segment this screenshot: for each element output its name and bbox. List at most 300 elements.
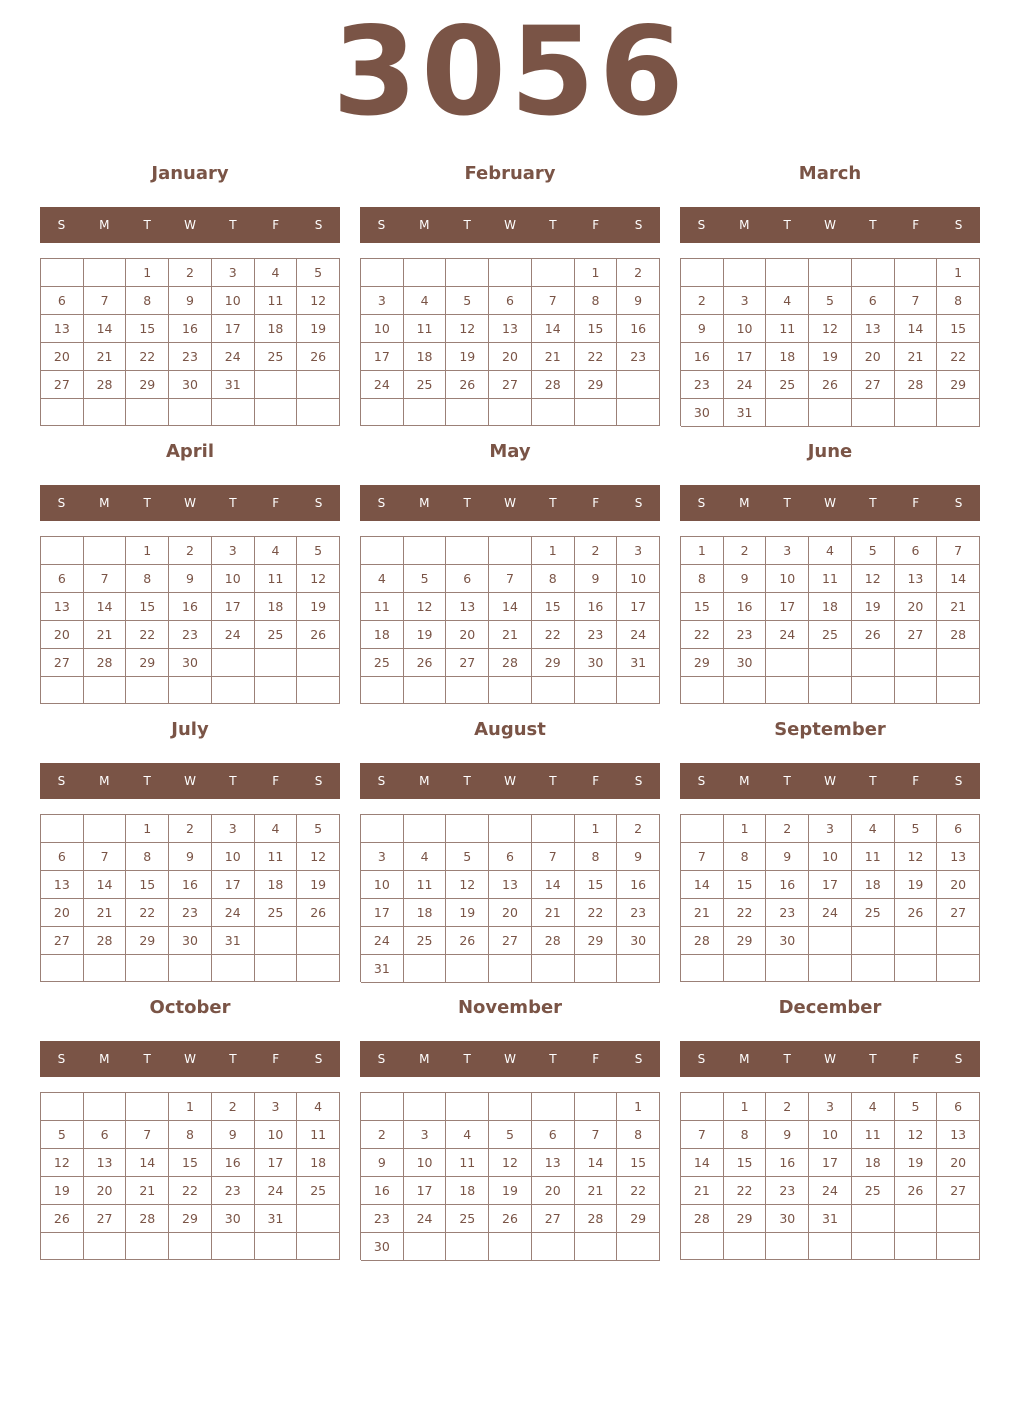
day-cell[interactable]: 27 [489,371,532,399]
day-cell[interactable]: 16 [361,1177,404,1205]
day-cell[interactable]: 29 [724,927,767,955]
day-cell[interactable]: 21 [895,343,938,371]
day-cell[interactable]: 28 [937,621,980,649]
day-cell[interactable]: 12 [297,843,340,871]
day-cell[interactable]: 3 [617,537,660,565]
day-cell[interactable]: 17 [212,315,255,343]
day-cell[interactable]: 25 [852,1177,895,1205]
day-cell[interactable]: 17 [361,343,404,371]
day-cell[interactable]: 20 [489,899,532,927]
day-cell[interactable]: 21 [126,1177,169,1205]
day-cell[interactable]: 29 [575,927,618,955]
day-cell[interactable]: 19 [852,593,895,621]
day-cell[interactable]: 6 [937,1093,980,1121]
day-cell[interactable]: 2 [766,815,809,843]
day-cell[interactable]: 4 [404,287,447,315]
day-cell[interactable]: 9 [169,843,212,871]
day-cell[interactable]: 15 [575,315,618,343]
day-cell[interactable]: 31 [212,371,255,399]
day-cell[interactable]: 3 [809,1093,852,1121]
day-cell[interactable]: 30 [169,927,212,955]
day-cell[interactable]: 24 [212,899,255,927]
day-cell[interactable]: 23 [169,899,212,927]
day-cell[interactable]: 7 [126,1121,169,1149]
day-cell[interactable]: 22 [617,1177,660,1205]
day-cell[interactable]: 2 [169,815,212,843]
day-cell[interactable]: 16 [575,593,618,621]
day-cell[interactable]: 20 [84,1177,127,1205]
day-cell[interactable]: 9 [681,315,724,343]
day-cell[interactable]: 7 [84,565,127,593]
day-cell[interactable]: 28 [489,649,532,677]
day-cell[interactable]: 12 [895,1121,938,1149]
day-cell[interactable]: 30 [212,1205,255,1233]
day-cell[interactable]: 29 [575,371,618,399]
day-cell[interactable]: 29 [681,649,724,677]
day-cell[interactable]: 4 [852,1093,895,1121]
day-cell[interactable]: 18 [255,315,298,343]
day-cell[interactable]: 5 [297,815,340,843]
day-cell[interactable]: 27 [41,649,84,677]
day-cell[interactable]: 19 [297,871,340,899]
day-cell[interactable]: 17 [724,343,767,371]
day-cell[interactable]: 6 [489,843,532,871]
day-cell[interactable]: 12 [809,315,852,343]
day-cell[interactable]: 24 [404,1205,447,1233]
day-cell[interactable]: 20 [532,1177,575,1205]
day-cell[interactable]: 15 [681,593,724,621]
day-cell[interactable]: 21 [532,343,575,371]
day-cell[interactable]: 12 [404,593,447,621]
day-cell[interactable]: 18 [446,1177,489,1205]
day-cell[interactable]: 20 [489,343,532,371]
day-cell[interactable]: 3 [212,815,255,843]
day-cell[interactable]: 16 [169,315,212,343]
day-cell[interactable]: 30 [617,927,660,955]
day-cell[interactable]: 10 [255,1121,298,1149]
day-cell[interactable]: 13 [937,1121,980,1149]
day-cell[interactable]: 3 [361,287,404,315]
day-cell[interactable]: 24 [724,371,767,399]
day-cell[interactable]: 26 [297,343,340,371]
day-cell[interactable]: 29 [126,649,169,677]
day-cell[interactable]: 9 [361,1149,404,1177]
day-cell[interactable]: 5 [809,287,852,315]
day-cell[interactable]: 3 [212,259,255,287]
day-cell[interactable]: 31 [724,399,767,427]
day-cell[interactable]: 15 [126,593,169,621]
day-cell[interactable]: 27 [937,1177,980,1205]
day-cell[interactable]: 10 [809,1121,852,1149]
day-cell[interactable]: 4 [852,815,895,843]
day-cell[interactable]: 25 [446,1205,489,1233]
day-cell[interactable]: 8 [126,843,169,871]
day-cell[interactable]: 4 [255,815,298,843]
day-cell[interactable]: 2 [575,537,618,565]
day-cell[interactable]: 12 [41,1149,84,1177]
day-cell[interactable]: 4 [255,259,298,287]
day-cell[interactable]: 2 [724,537,767,565]
day-cell[interactable]: 30 [681,399,724,427]
day-cell[interactable]: 1 [532,537,575,565]
day-cell[interactable]: 13 [446,593,489,621]
day-cell[interactable]: 10 [404,1149,447,1177]
day-cell[interactable]: 7 [895,287,938,315]
day-cell[interactable]: 20 [937,1149,980,1177]
day-cell[interactable]: 12 [489,1149,532,1177]
day-cell[interactable]: 11 [852,1121,895,1149]
day-cell[interactable]: 14 [84,593,127,621]
day-cell[interactable]: 2 [681,287,724,315]
day-cell[interactable]: 1 [724,815,767,843]
day-cell[interactable]: 10 [212,565,255,593]
day-cell[interactable]: 19 [404,621,447,649]
day-cell[interactable]: 6 [532,1121,575,1149]
day-cell[interactable]: 27 [84,1205,127,1233]
day-cell[interactable]: 24 [361,371,404,399]
day-cell[interactable]: 21 [681,899,724,927]
day-cell[interactable]: 15 [724,871,767,899]
day-cell[interactable]: 1 [724,1093,767,1121]
day-cell[interactable]: 4 [361,565,404,593]
day-cell[interactable]: 30 [169,649,212,677]
day-cell[interactable]: 11 [297,1121,340,1149]
day-cell[interactable]: 4 [255,537,298,565]
day-cell[interactable]: 11 [255,287,298,315]
day-cell[interactable]: 27 [446,649,489,677]
day-cell[interactable]: 9 [617,843,660,871]
day-cell[interactable]: 6 [41,843,84,871]
day-cell[interactable]: 10 [361,871,404,899]
day-cell[interactable]: 28 [532,927,575,955]
day-cell[interactable]: 3 [809,815,852,843]
day-cell[interactable]: 18 [852,871,895,899]
day-cell[interactable]: 20 [937,871,980,899]
day-cell[interactable]: 22 [575,899,618,927]
day-cell[interactable]: 12 [297,287,340,315]
day-cell[interactable]: 14 [895,315,938,343]
day-cell[interactable]: 17 [404,1177,447,1205]
day-cell[interactable]: 16 [766,1149,809,1177]
day-cell[interactable]: 16 [681,343,724,371]
day-cell[interactable]: 10 [617,565,660,593]
day-cell[interactable]: 14 [681,871,724,899]
day-cell[interactable]: 14 [489,593,532,621]
day-cell[interactable]: 20 [446,621,489,649]
day-cell[interactable]: 7 [532,287,575,315]
day-cell[interactable]: 16 [169,871,212,899]
day-cell[interactable]: 18 [255,593,298,621]
day-cell[interactable]: 31 [361,955,404,983]
day-cell[interactable]: 5 [895,1093,938,1121]
day-cell[interactable]: 3 [212,537,255,565]
day-cell[interactable]: 18 [766,343,809,371]
day-cell[interactable]: 10 [361,315,404,343]
day-cell[interactable]: 3 [766,537,809,565]
day-cell[interactable]: 17 [212,593,255,621]
day-cell[interactable]: 15 [575,871,618,899]
day-cell[interactable]: 29 [724,1205,767,1233]
day-cell[interactable]: 25 [404,371,447,399]
day-cell[interactable]: 28 [895,371,938,399]
day-cell[interactable]: 1 [126,537,169,565]
day-cell[interactable]: 11 [404,871,447,899]
day-cell[interactable]: 16 [212,1149,255,1177]
day-cell[interactable]: 8 [126,565,169,593]
day-cell[interactable]: 8 [169,1121,212,1149]
day-cell[interactable]: 12 [446,315,489,343]
day-cell[interactable]: 25 [297,1177,340,1205]
day-cell[interactable]: 28 [532,371,575,399]
day-cell[interactable]: 13 [489,871,532,899]
day-cell[interactable]: 30 [575,649,618,677]
day-cell[interactable]: 13 [937,843,980,871]
day-cell[interactable]: 14 [575,1149,618,1177]
day-cell[interactable]: 27 [489,927,532,955]
day-cell[interactable]: 16 [766,871,809,899]
day-cell[interactable]: 25 [361,649,404,677]
day-cell[interactable]: 22 [724,899,767,927]
day-cell[interactable]: 21 [84,621,127,649]
day-cell[interactable]: 22 [724,1177,767,1205]
day-cell[interactable]: 31 [617,649,660,677]
day-cell[interactable]: 22 [575,343,618,371]
day-cell[interactable]: 6 [41,287,84,315]
day-cell[interactable]: 11 [361,593,404,621]
day-cell[interactable]: 16 [617,871,660,899]
day-cell[interactable]: 25 [809,621,852,649]
day-cell[interactable]: 18 [404,899,447,927]
day-cell[interactable]: 29 [937,371,980,399]
day-cell[interactable]: 20 [895,593,938,621]
day-cell[interactable]: 1 [126,259,169,287]
day-cell[interactable]: 14 [937,565,980,593]
day-cell[interactable]: 10 [212,287,255,315]
day-cell[interactable]: 22 [126,621,169,649]
day-cell[interactable]: 8 [126,287,169,315]
day-cell[interactable]: 11 [852,843,895,871]
day-cell[interactable]: 10 [766,565,809,593]
day-cell[interactable]: 25 [852,899,895,927]
day-cell[interactable]: 5 [404,565,447,593]
day-cell[interactable]: 7 [937,537,980,565]
day-cell[interactable]: 23 [617,899,660,927]
day-cell[interactable]: 4 [766,287,809,315]
day-cell[interactable]: 3 [724,287,767,315]
day-cell[interactable]: 7 [681,1121,724,1149]
day-cell[interactable]: 29 [126,927,169,955]
day-cell[interactable]: 26 [41,1205,84,1233]
day-cell[interactable]: 23 [724,621,767,649]
day-cell[interactable]: 7 [681,843,724,871]
day-cell[interactable]: 23 [766,1177,809,1205]
day-cell[interactable]: 24 [766,621,809,649]
day-cell[interactable]: 30 [766,927,809,955]
day-cell[interactable]: 9 [617,287,660,315]
day-cell[interactable]: 10 [724,315,767,343]
day-cell[interactable]: 20 [41,899,84,927]
day-cell[interactable]: 30 [766,1205,809,1233]
day-cell[interactable]: 21 [84,343,127,371]
day-cell[interactable]: 20 [41,621,84,649]
day-cell[interactable]: 24 [809,899,852,927]
day-cell[interactable]: 31 [212,927,255,955]
day-cell[interactable]: 5 [297,259,340,287]
day-cell[interactable]: 13 [41,593,84,621]
day-cell[interactable]: 26 [297,899,340,927]
day-cell[interactable]: 12 [446,871,489,899]
day-cell[interactable]: 19 [297,315,340,343]
day-cell[interactable]: 11 [404,315,447,343]
day-cell[interactable]: 1 [575,815,618,843]
day-cell[interactable]: 1 [681,537,724,565]
day-cell[interactable]: 15 [126,315,169,343]
day-cell[interactable]: 23 [169,343,212,371]
day-cell[interactable]: 27 [41,927,84,955]
day-cell[interactable]: 21 [681,1177,724,1205]
day-cell[interactable]: 13 [41,315,84,343]
day-cell[interactable]: 2 [169,259,212,287]
day-cell[interactable]: 29 [532,649,575,677]
day-cell[interactable]: 27 [937,899,980,927]
day-cell[interactable]: 6 [852,287,895,315]
day-cell[interactable]: 21 [575,1177,618,1205]
day-cell[interactable]: 22 [532,621,575,649]
day-cell[interactable]: 24 [212,343,255,371]
day-cell[interactable]: 5 [895,815,938,843]
day-cell[interactable]: 31 [255,1205,298,1233]
day-cell[interactable]: 9 [212,1121,255,1149]
day-cell[interactable]: 17 [809,871,852,899]
day-cell[interactable]: 1 [169,1093,212,1121]
day-cell[interactable]: 5 [41,1121,84,1149]
day-cell[interactable]: 2 [617,259,660,287]
day-cell[interactable]: 30 [169,371,212,399]
day-cell[interactable]: 28 [126,1205,169,1233]
day-cell[interactable]: 22 [937,343,980,371]
day-cell[interactable]: 29 [126,371,169,399]
day-cell[interactable]: 26 [489,1205,532,1233]
day-cell[interactable]: 28 [681,1205,724,1233]
day-cell[interactable]: 26 [404,649,447,677]
day-cell[interactable]: 25 [766,371,809,399]
day-cell[interactable]: 8 [937,287,980,315]
day-cell[interactable]: 15 [126,871,169,899]
day-cell[interactable]: 17 [255,1149,298,1177]
day-cell[interactable]: 20 [41,343,84,371]
day-cell[interactable]: 27 [41,371,84,399]
day-cell[interactable]: 4 [446,1121,489,1149]
day-cell[interactable]: 18 [809,593,852,621]
day-cell[interactable]: 9 [766,1121,809,1149]
day-cell[interactable]: 21 [937,593,980,621]
day-cell[interactable]: 12 [297,565,340,593]
day-cell[interactable]: 14 [532,315,575,343]
day-cell[interactable]: 9 [169,287,212,315]
day-cell[interactable]: 26 [895,899,938,927]
day-cell[interactable]: 22 [126,899,169,927]
day-cell[interactable]: 7 [84,287,127,315]
day-cell[interactable]: 6 [895,537,938,565]
day-cell[interactable]: 4 [809,537,852,565]
day-cell[interactable]: 20 [852,343,895,371]
day-cell[interactable]: 8 [724,1121,767,1149]
day-cell[interactable]: 26 [852,621,895,649]
day-cell[interactable]: 28 [84,927,127,955]
day-cell[interactable]: 28 [681,927,724,955]
day-cell[interactable]: 17 [617,593,660,621]
day-cell[interactable]: 1 [575,259,618,287]
day-cell[interactable]: 5 [489,1121,532,1149]
day-cell[interactable]: 13 [84,1149,127,1177]
day-cell[interactable]: 21 [84,899,127,927]
day-cell[interactable]: 15 [617,1149,660,1177]
day-cell[interactable]: 3 [361,843,404,871]
day-cell[interactable]: 13 [895,565,938,593]
day-cell[interactable]: 23 [361,1205,404,1233]
day-cell[interactable]: 2 [169,537,212,565]
day-cell[interactable]: 27 [852,371,895,399]
day-cell[interactable]: 3 [404,1121,447,1149]
day-cell[interactable]: 18 [361,621,404,649]
day-cell[interactable]: 14 [126,1149,169,1177]
day-cell[interactable]: 21 [532,899,575,927]
day-cell[interactable]: 15 [724,1149,767,1177]
day-cell[interactable]: 15 [937,315,980,343]
day-cell[interactable]: 17 [766,593,809,621]
day-cell[interactable]: 23 [681,371,724,399]
day-cell[interactable]: 17 [212,871,255,899]
day-cell[interactable]: 3 [255,1093,298,1121]
day-cell[interactable]: 1 [617,1093,660,1121]
day-cell[interactable]: 1 [126,815,169,843]
day-cell[interactable]: 6 [937,815,980,843]
day-cell[interactable]: 4 [404,843,447,871]
day-cell[interactable]: 2 [766,1093,809,1121]
day-cell[interactable]: 8 [617,1121,660,1149]
day-cell[interactable]: 13 [852,315,895,343]
day-cell[interactable]: 8 [681,565,724,593]
day-cell[interactable]: 19 [489,1177,532,1205]
day-cell[interactable]: 7 [575,1121,618,1149]
day-cell[interactable]: 29 [617,1205,660,1233]
day-cell[interactable]: 17 [361,899,404,927]
day-cell[interactable]: 22 [169,1177,212,1205]
day-cell[interactable]: 2 [361,1121,404,1149]
day-cell[interactable]: 21 [489,621,532,649]
day-cell[interactable]: 9 [575,565,618,593]
day-cell[interactable]: 17 [809,1149,852,1177]
day-cell[interactable]: 15 [532,593,575,621]
day-cell[interactable]: 11 [255,565,298,593]
day-cell[interactable]: 14 [84,315,127,343]
day-cell[interactable]: 26 [297,621,340,649]
day-cell[interactable]: 26 [895,1177,938,1205]
day-cell[interactable]: 6 [41,565,84,593]
day-cell[interactable]: 26 [809,371,852,399]
day-cell[interactable]: 28 [84,649,127,677]
day-cell[interactable]: 19 [41,1177,84,1205]
day-cell[interactable]: 11 [446,1149,489,1177]
day-cell[interactable]: 23 [617,343,660,371]
day-cell[interactable]: 24 [361,927,404,955]
day-cell[interactable]: 24 [617,621,660,649]
day-cell[interactable]: 9 [169,565,212,593]
day-cell[interactable]: 14 [532,871,575,899]
day-cell[interactable]: 5 [446,843,489,871]
day-cell[interactable]: 7 [84,843,127,871]
day-cell[interactable]: 11 [766,315,809,343]
